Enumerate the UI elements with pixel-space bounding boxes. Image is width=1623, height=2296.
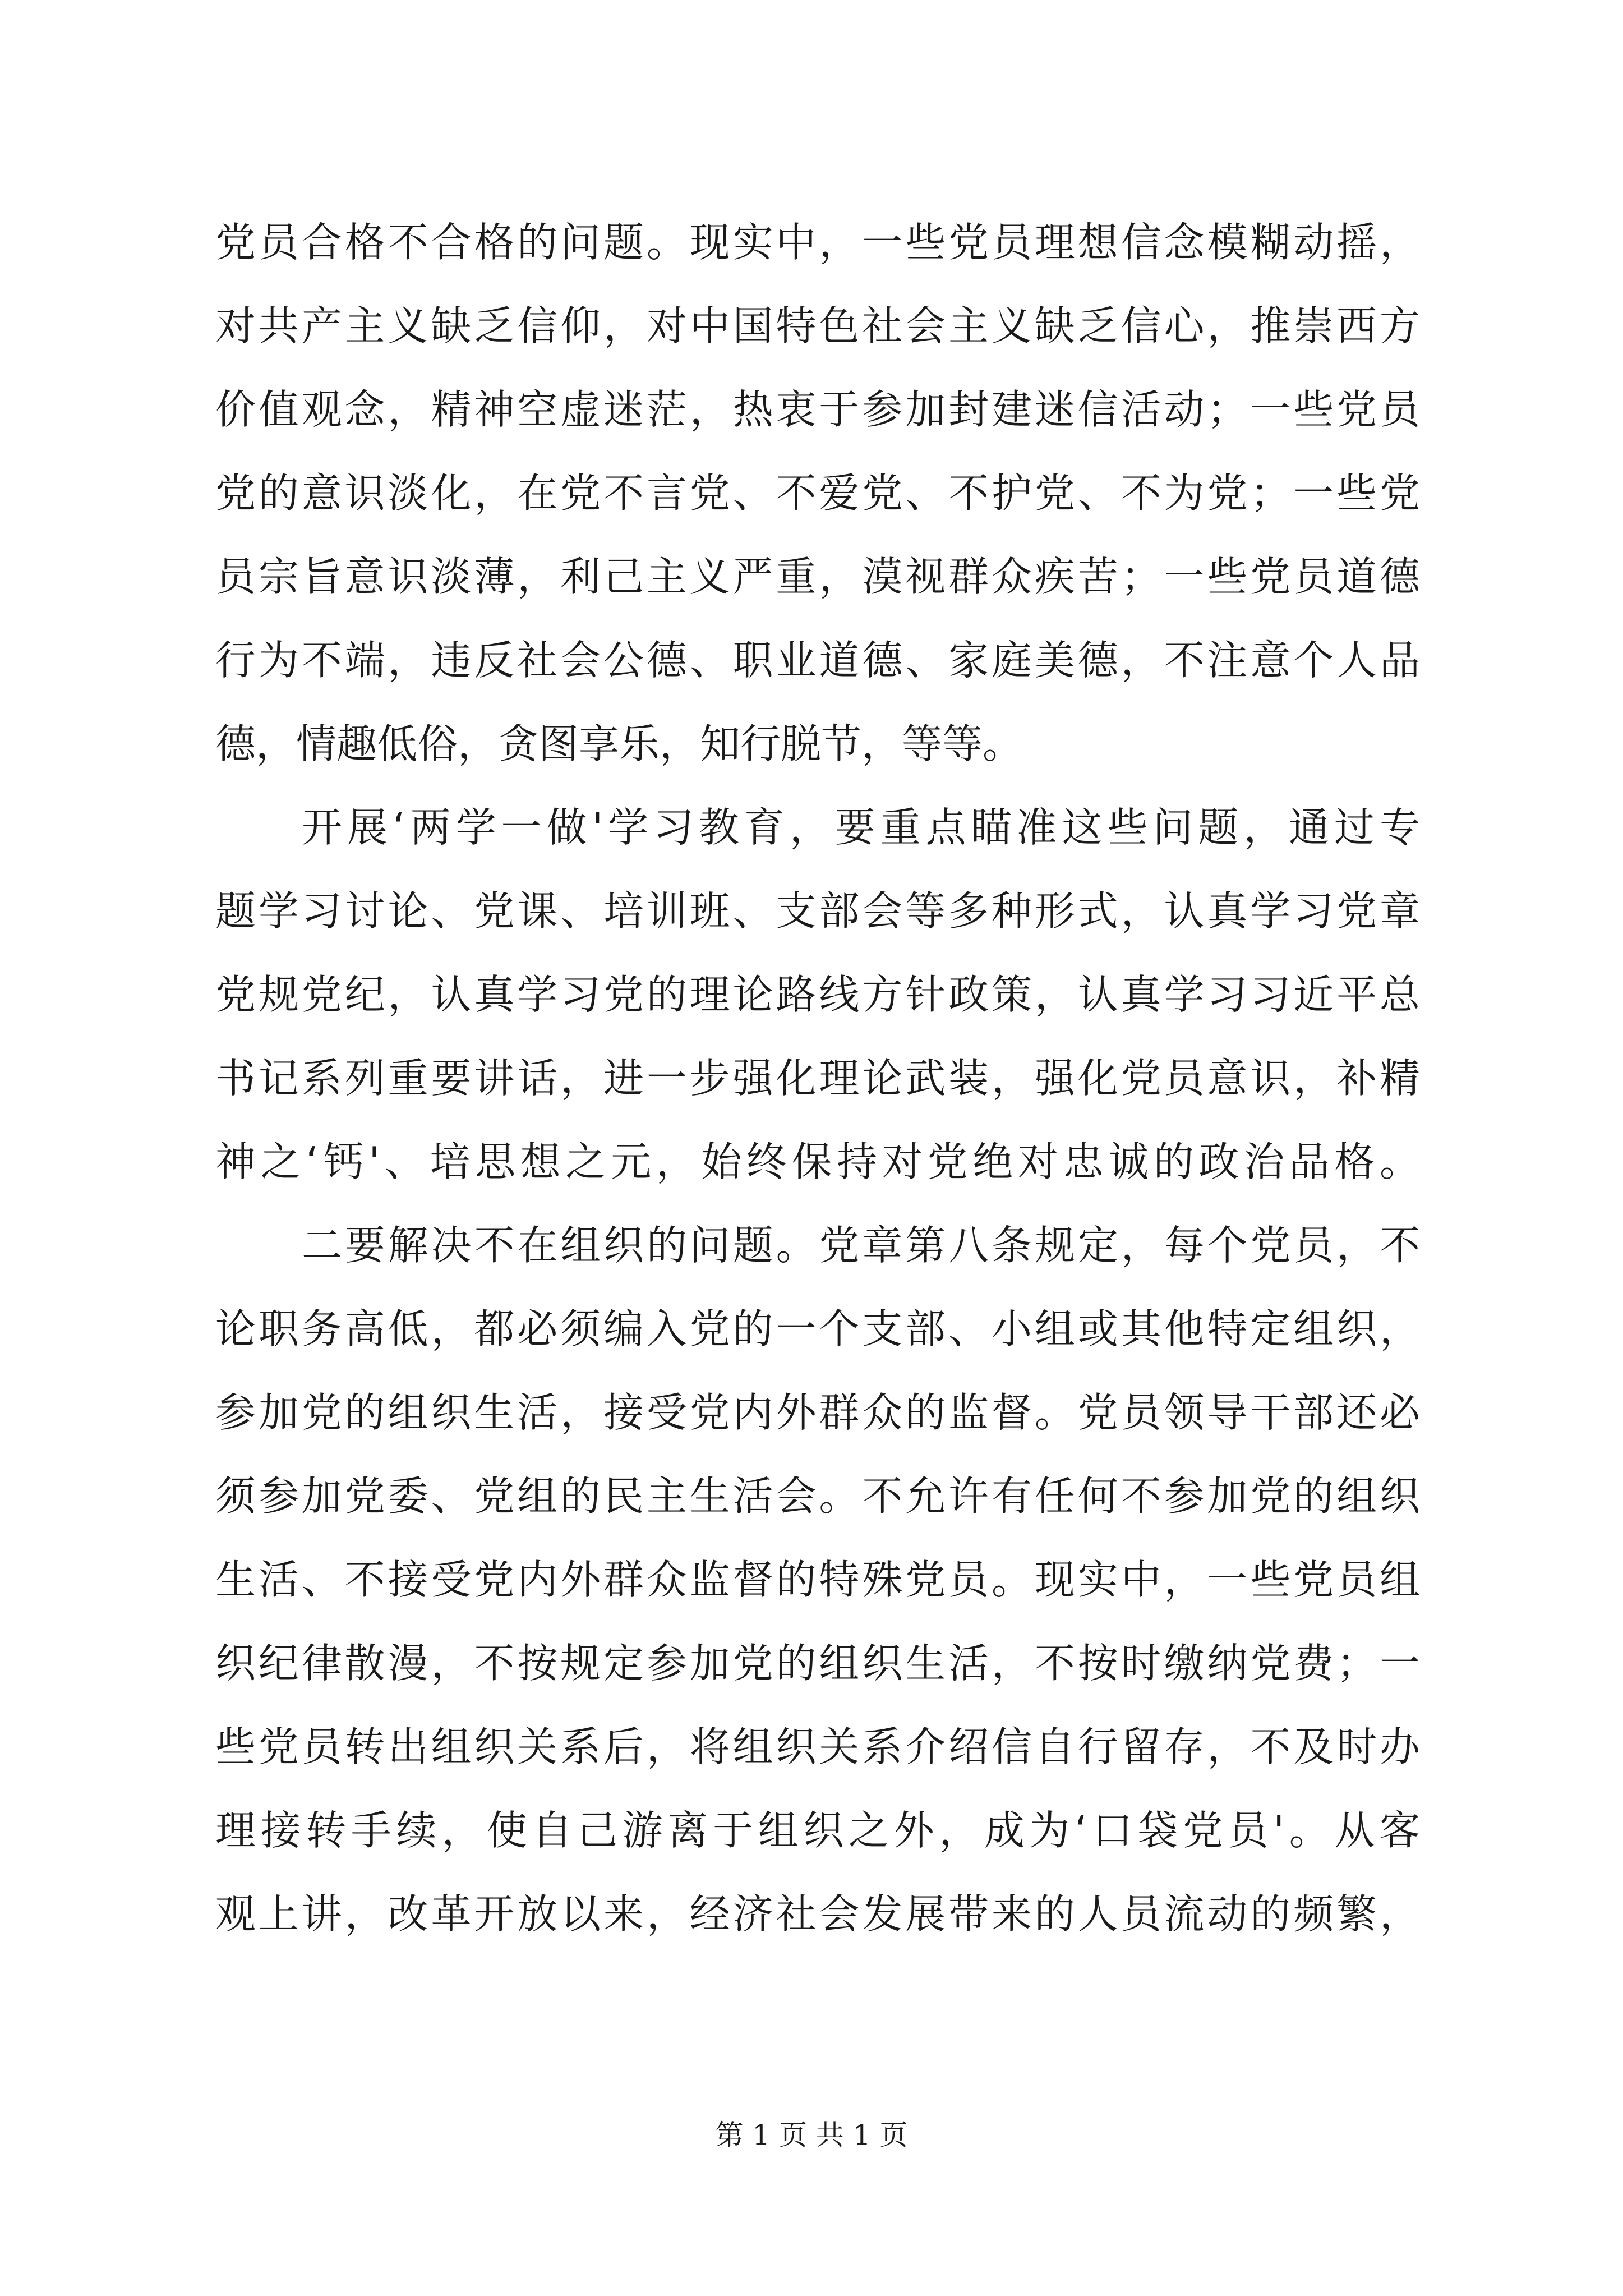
page-number-footer: 第 1 页 共 1 页 [715,2119,908,2151]
text-line: 织纪律散漫，不按规定参加党的组织生活，不按时缴纳党费；一 [215,1640,1420,1687]
text-line: 些党员转出组织关系后，将组织关系介绍信自行留存，不及时办 [215,1723,1420,1770]
text-line: 党的意识淡化，在党不言党、不爱党、不护党、不为党；一些党 [215,470,1420,517]
text-line: 生活、不接受党内外群众监督的特殊党员。现实中，一些党员组 [215,1556,1420,1603]
text-line: 理接转手续，使自己游离于组织之外，成为‘口袋党员'。从客 [215,1807,1420,1854]
paragraph-first-line: 开展‘两学一做'学习教育，要重点瞄准这些问题，通过专 [302,804,1420,851]
text-line: 对共产主义缺乏信仰，对中国特色社会主义缺乏信心，推崇西方 [215,302,1420,349]
text-line: 神之‘钙'、培思想之元，始终保持对党绝对忠诚的政治品格。 [215,1138,1420,1185]
text-line: 党员合格不合格的问题。现实中，一些党员理想信念模糊动摇， [215,219,1420,266]
text-line: 参加党的组织生活，接受党内外群众的监督。党员领导干部还必 [215,1389,1420,1436]
text-line: 党规党纪，认真学习党的理论路线方针政策，认真学习习近平总 [215,971,1420,1018]
text-line: 行为不端，违反社会公德、职业道德、家庭美德，不注意个人品 [215,637,1420,684]
text-line: 德，情趣低俗，贪图享乐，知行脱节，等等。 [215,720,1023,767]
text-line: 须参加党委、党组的民主生活会。不允许有任何不参加党的组织 [215,1473,1420,1520]
text-line: 题学习讨论、党课、培训班、支部会等多种形式，认真学习党章 [215,887,1420,935]
text-line: 观上讲，改革开放以来，经济社会发展带来的人员流动的频繁， [215,1890,1420,1938]
text-line: 员宗旨意识淡薄，利己主义严重，漠视群众疾苦；一些党员道德 [215,553,1420,600]
paragraph-first-line: 二要解决不在组织的问题。党章第八条规定，每个党员，不 [302,1222,1420,1269]
text-line: 价值观念，精神空虚迷茫，热衷于参加封建迷信活动；一些党员 [215,386,1420,433]
text-line: 书记系列重要讲话，进一步强化理论武装，强化党员意识，补精 [215,1055,1420,1102]
text-line: 论职务高低，都必须编入党的一个支部、小组或其他特定组织， [215,1305,1420,1352]
